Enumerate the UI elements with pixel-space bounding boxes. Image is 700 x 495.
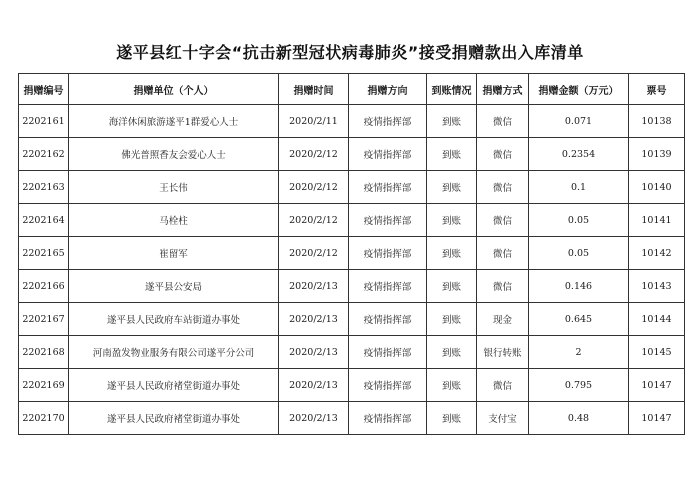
table-row bbox=[19, 171, 685, 204]
cell-date: 2020/2/11 bbox=[279, 105, 349, 138]
cell-id: 2202167 bbox=[19, 303, 69, 336]
cell-method: 现金 bbox=[477, 303, 529, 336]
cell-donor: 王长伟 bbox=[69, 171, 279, 204]
cell-direction: 疫情指挥部 bbox=[349, 237, 427, 270]
table-row bbox=[19, 402, 685, 435]
column-header-amount: 捐赠金额（万元） bbox=[529, 74, 629, 105]
cell-method: 微信 bbox=[477, 237, 529, 270]
cell-amount: 0.795 bbox=[529, 369, 629, 402]
cell-direction: 疫情指挥部 bbox=[349, 369, 427, 402]
cell-date: 2020/2/13 bbox=[279, 336, 349, 369]
cell-donor: 马栓柱 bbox=[69, 204, 279, 237]
cell-id: 2202164 bbox=[19, 204, 69, 237]
cell-ticket: 10138 bbox=[629, 105, 685, 138]
column-header-method: 捐赠方式 bbox=[477, 74, 529, 105]
cell-status: 到账 bbox=[427, 303, 477, 336]
cell-amount: 0.1 bbox=[529, 171, 629, 204]
cell-ticket: 10143 bbox=[629, 270, 685, 303]
cell-method: 银行转账 bbox=[477, 336, 529, 369]
cell-date: 2020/2/13 bbox=[279, 402, 349, 435]
cell-donor: 河南盈发物业服务有限公司遂平分公司 bbox=[69, 336, 279, 369]
column-header-ticket: 票号 bbox=[629, 74, 685, 105]
cell-donor: 崔留军 bbox=[69, 237, 279, 270]
cell-amount: 0.2354 bbox=[529, 138, 629, 171]
cell-donor: 遂平县人民政府褚堂街道办事处 bbox=[69, 369, 279, 402]
column-header-status: 到账情况 bbox=[427, 74, 477, 105]
cell-date: 2020/2/12 bbox=[279, 171, 349, 204]
header-row bbox=[19, 74, 685, 105]
cell-method: 微信 bbox=[477, 270, 529, 303]
cell-status: 到账 bbox=[427, 402, 477, 435]
table-row bbox=[19, 336, 685, 369]
cell-ticket: 10144 bbox=[629, 303, 685, 336]
cell-ticket: 10140 bbox=[629, 171, 685, 204]
cell-ticket: 10147 bbox=[629, 402, 685, 435]
cell-direction: 疫情指挥部 bbox=[349, 171, 427, 204]
cell-id: 2202163 bbox=[19, 171, 69, 204]
cell-donor: 遂平县公安局 bbox=[69, 270, 279, 303]
table-row bbox=[19, 303, 685, 336]
cell-direction: 疫情指挥部 bbox=[349, 105, 427, 138]
cell-date: 2020/2/13 bbox=[279, 369, 349, 402]
cell-status: 到账 bbox=[427, 138, 477, 171]
cell-id: 2202170 bbox=[19, 402, 69, 435]
cell-amount: 0.645 bbox=[529, 303, 629, 336]
cell-method: 微信 bbox=[477, 138, 529, 171]
cell-direction: 疫情指挥部 bbox=[349, 204, 427, 237]
cell-id: 2202166 bbox=[19, 270, 69, 303]
table-header bbox=[19, 74, 685, 105]
cell-donor: 佛光普照香友会爱心人士 bbox=[69, 138, 279, 171]
cell-amount: 2 bbox=[529, 336, 629, 369]
table-row bbox=[19, 204, 685, 237]
cell-donor: 遂平县人民政府车站街道办事处 bbox=[69, 303, 279, 336]
document-title: 遂平县红十字会“抗击新型冠状病毒肺炎”接受捐赠款出入库清单 bbox=[116, 43, 584, 62]
cell-status: 到账 bbox=[427, 336, 477, 369]
column-header-date: 捐赠时间 bbox=[279, 74, 349, 105]
cell-id: 2202169 bbox=[19, 369, 69, 402]
cell-direction: 疫情指挥部 bbox=[349, 336, 427, 369]
table-body bbox=[19, 105, 685, 435]
cell-amount: 0.146 bbox=[529, 270, 629, 303]
cell-ticket: 10145 bbox=[629, 336, 685, 369]
cell-method: 微信 bbox=[477, 369, 529, 402]
cell-direction: 疫情指挥部 bbox=[349, 270, 427, 303]
cell-date: 2020/2/12 bbox=[279, 204, 349, 237]
cell-status: 到账 bbox=[427, 171, 477, 204]
cell-method: 支付宝 bbox=[477, 402, 529, 435]
cell-amount: 0.05 bbox=[529, 204, 629, 237]
cell-ticket: 10147 bbox=[629, 369, 685, 402]
column-header-direction: 捐赠方向 bbox=[349, 74, 427, 105]
cell-method: 微信 bbox=[477, 105, 529, 138]
cell-date: 2020/2/13 bbox=[279, 303, 349, 336]
cell-status: 到账 bbox=[427, 237, 477, 270]
cell-method: 微信 bbox=[477, 171, 529, 204]
donation-ledger-table bbox=[18, 73, 685, 435]
cell-direction: 疫情指挥部 bbox=[349, 138, 427, 171]
cell-date: 2020/2/12 bbox=[279, 138, 349, 171]
cell-direction: 疫情指挥部 bbox=[349, 303, 427, 336]
cell-status: 到账 bbox=[427, 204, 477, 237]
cell-donor: 遂平县人民政府褚堂街道办事处 bbox=[69, 402, 279, 435]
cell-status: 到账 bbox=[427, 270, 477, 303]
table-row bbox=[19, 237, 685, 270]
cell-ticket: 10139 bbox=[629, 138, 685, 171]
cell-id: 2202168 bbox=[19, 336, 69, 369]
cell-donor: 海洋休闲旅游遂平1群爱心人士 bbox=[69, 105, 279, 138]
cell-amount: 0.071 bbox=[529, 105, 629, 138]
cell-id: 2202165 bbox=[19, 237, 69, 270]
cell-date: 2020/2/12 bbox=[279, 237, 349, 270]
table-row bbox=[19, 270, 685, 303]
cell-ticket: 10142 bbox=[629, 237, 685, 270]
cell-amount: 0.05 bbox=[529, 237, 629, 270]
cell-date: 2020/2/13 bbox=[279, 270, 349, 303]
cell-amount: 0.48 bbox=[529, 402, 629, 435]
column-header-donor: 捐赠单位（个人） bbox=[69, 74, 279, 105]
cell-status: 到账 bbox=[427, 105, 477, 138]
cell-ticket: 10141 bbox=[629, 204, 685, 237]
cell-method: 微信 bbox=[477, 204, 529, 237]
table-row bbox=[19, 369, 685, 402]
cell-id: 2202162 bbox=[19, 138, 69, 171]
column-header-id: 捐赠编号 bbox=[19, 74, 69, 105]
table-row bbox=[19, 138, 685, 171]
table-row bbox=[19, 105, 685, 138]
cell-status: 到账 bbox=[427, 369, 477, 402]
cell-id: 2202161 bbox=[19, 105, 69, 138]
cell-direction: 疫情指挥部 bbox=[349, 402, 427, 435]
